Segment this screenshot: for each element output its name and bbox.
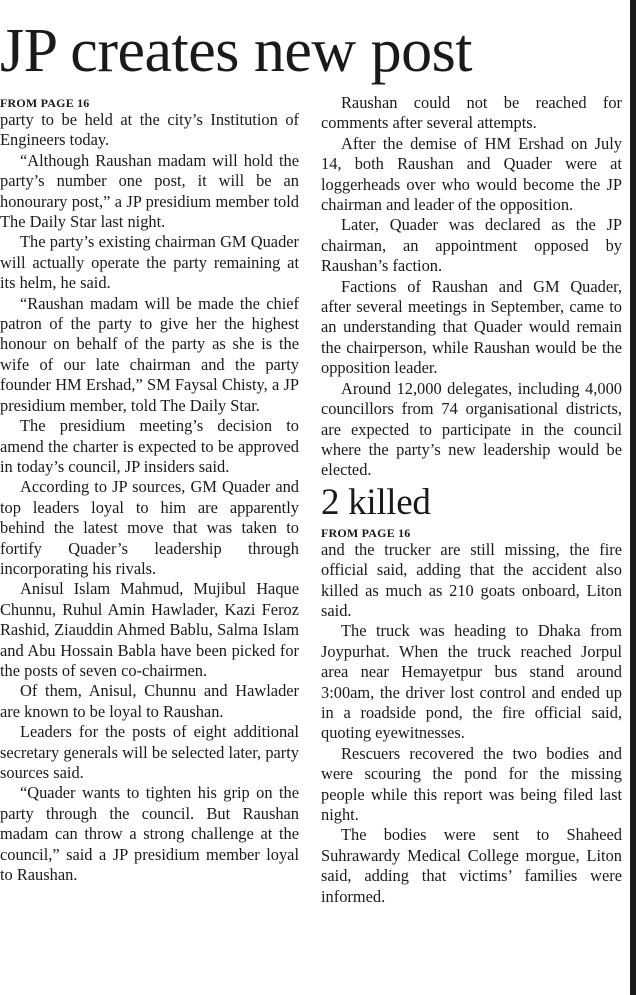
paragraph: The truck was heading to Dhaka from Joypurhat. When the truck reached Jorpul area near Hemayetpur bus stand around 3:00am, the driver lost control and ended up in a roadside pond, the fire official said, quoting eyewitnesses. [321,621,622,743]
right-column [321,93,622,907]
paragraph: Of them, Anisul, Chunnu and Hawlader are known to be loyal to Raushan. [0,681,299,721]
paragraph: “Although Raushan madam will hold the party’s number one post, it will be an honourary post,” a JP presidium member told The Daily Star last night. [0,150,299,232]
story2-jump-label: FROM PAGE 16 [321,525,411,540]
paragraph: The party’s existing chairman GM Quader will actually operate the party remaining at its helm, he said. [0,232,299,293]
paragraph: Around 12,000 delegates, including 4,000 councillors from 74 organisational districts, are expected to participate in the council where the party’s new leadership would be elected. [321,378,622,480]
paragraph: “Quader wants to tighten his grip on the party through the council. But Raushan madam can throw a strong challenge at the council,” said a JP presidium member loyal to Raushan. [0,783,299,885]
paragraph: The presidium meeting’s decision to amend the charter is expected to be approved in today’s council, JP insiders said. [0,416,299,476]
page-edge [630,0,636,995]
paragraph: Leaders for the posts of eight additional secretary generals will be selected later, party sources said. [0,722,299,782]
paragraph: party to be held at the city’s Institution of Engineers today. [0,110,299,150]
paragraph: “Raushan madam will be made the chief patron of the party to give her the highest honour on behalf of the party as she is the wife of our late chairman and the party founder HM Ershad,” SM Faysal Chisty, a JP presidium member, told The Daily Star. [0,293,299,415]
jump-label: FROM PAGE 16 [0,96,90,110]
paragraph: Anisul Islam Mahmud, Mujibul Haque Chunnu, Ruhul Amin Hawlader, Kazi Feroz Rashid, Ziauddin Ahmed Bablu, Salma Islam and Abu Hossain Babla have been picked for the posts of seven co-chairmen. [0,579,299,680]
paragraph: Rescuers recovered the two bodies and were scouring the pond for the missing people while this report was being filed last night. [321,743,622,824]
paragraph: Raushan could not be reached for comments after several attempts. [321,93,622,133]
paragraph: and the trucker are still missing, the fire official said, adding that the accident also killed as much as 210 goats onboard, Liton said. [321,539,622,620]
paragraph: According to JP sources, GM Quader and top leaders loyal to him are apparently behind the latest move that was taken to fortify Quader’s leadership through incorporating his rivals. [0,477,299,578]
headline: JP creates new post [0,17,473,85]
paragraph: After the demise of HM Ershad on July 14, both Raushan and Quader were at loggerheads over who would become the JP chairman and leader of the opposition. [321,133,622,215]
story2-headline: 2 killed [321,481,431,523]
left-column [0,93,299,885]
paragraph: The bodies were sent to Shaheed Suhrawardy Medical College morgue, Liton said, adding that victims’ families were informed. [321,825,622,906]
paragraph: Later, Quader was declared as the JP chairman, an appointment opposed by Raushan’s faction. [321,215,622,276]
paragraph: Factions of Raushan and GM Quader, after several meetings in September, came to an understanding that Quader would remain the chairperson, while Raushan would be the opposition leader. [321,276,622,378]
